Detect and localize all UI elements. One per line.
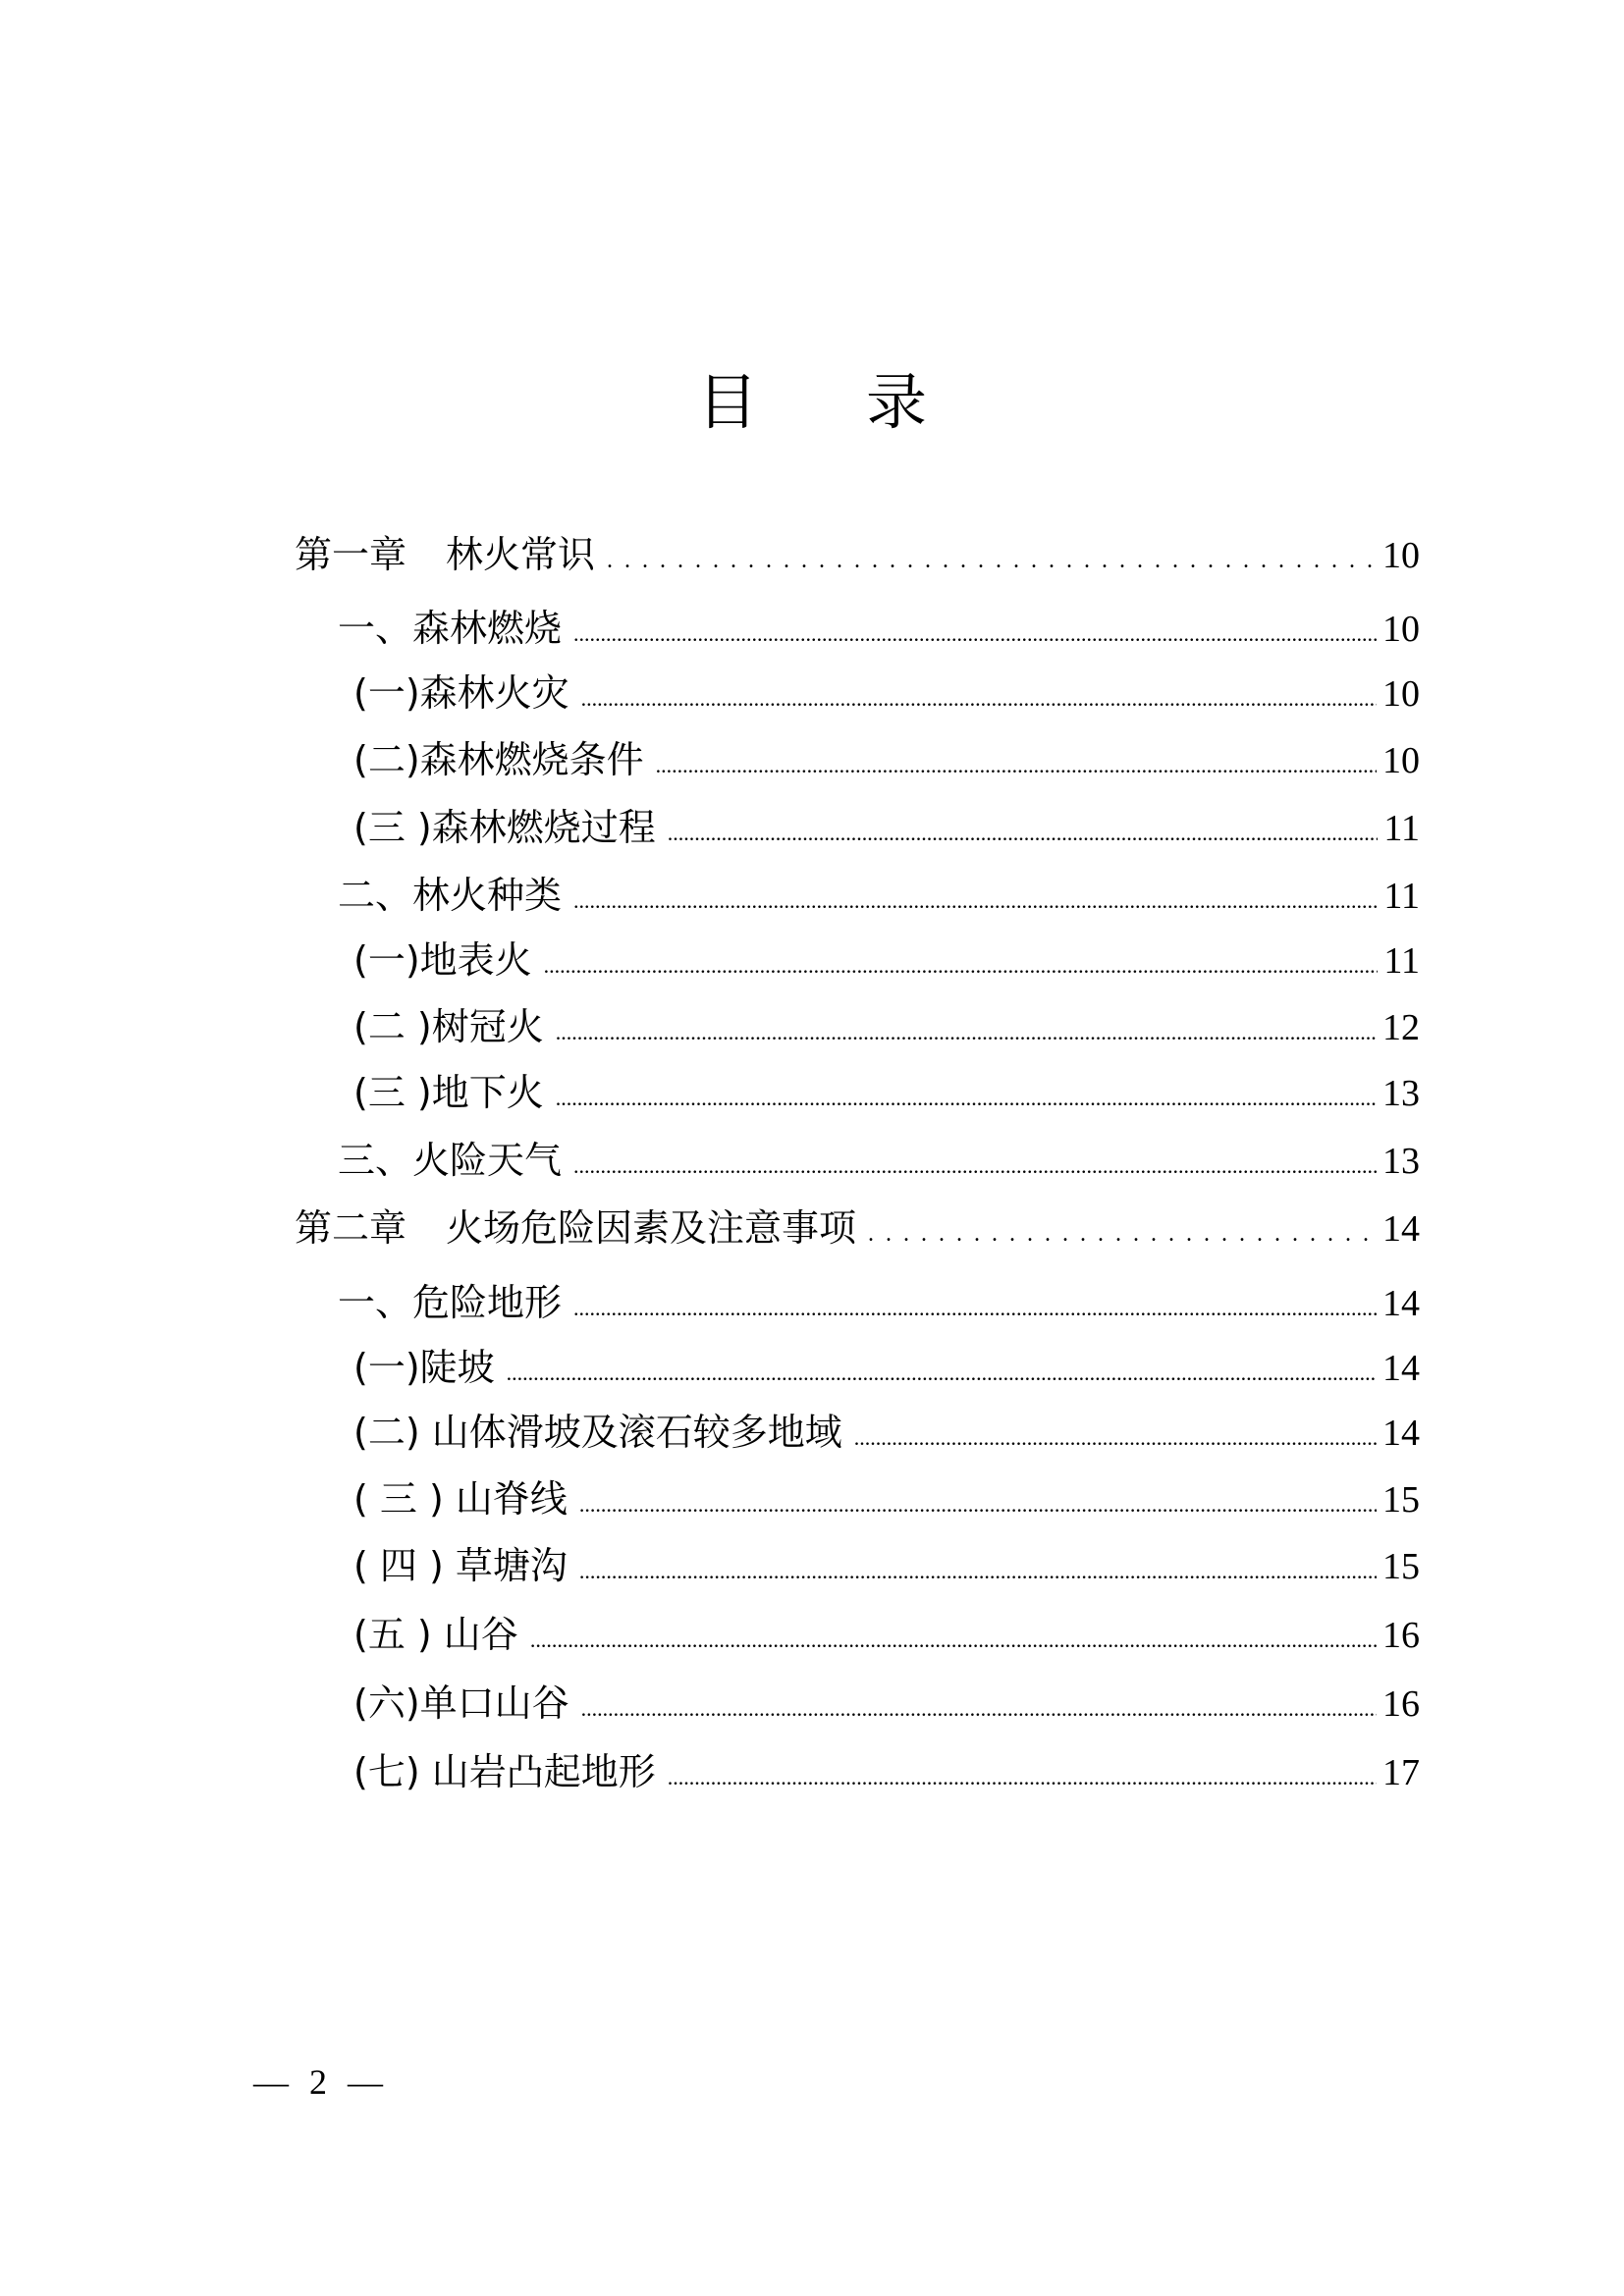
dot-leader <box>579 1480 1377 1529</box>
toc-entry-label: 二、林火种类 <box>338 874 563 917</box>
toc-subsection-2-1-2[interactable] <box>353 1408 1420 1457</box>
toc-subsection-2-1-5[interactable] <box>353 1610 1420 1659</box>
toc-page-number: 11 <box>1383 876 1420 917</box>
toc-entry-label: 林火常识 <box>446 533 596 576</box>
toc-chapter-number: 第一章 <box>295 533 407 576</box>
toc-page-number: 11 <box>1383 940 1420 982</box>
dot-leader <box>854 1414 1377 1463</box>
toc-subsection-2-1-6[interactable] <box>353 1679 1420 1728</box>
dot-leader <box>573 877 1378 926</box>
toc-entry-label: 一、森林燃烧 <box>338 607 563 650</box>
dot-leader <box>579 1547 1377 1596</box>
toc-entry-label: 一、危险地形 <box>338 1281 563 1324</box>
dot-leader <box>544 941 1379 990</box>
toc-entry-label: (一)地表火 <box>353 938 532 982</box>
toc-entry-label: ( 四 ) 草塘沟 <box>353 1544 568 1587</box>
toc-entry-label: (二 )树冠火 <box>353 1005 544 1048</box>
toc-entry-label: (三 )地下火 <box>353 1071 544 1114</box>
toc-subsection-2-1-3[interactable] <box>353 1474 1420 1523</box>
page-title-char-2: 录 <box>866 366 928 438</box>
dot-leader <box>556 1008 1377 1057</box>
toc-subsection-1-2-3[interactable] <box>353 1068 1420 1117</box>
dot-leader <box>581 1684 1377 1734</box>
dot-leader <box>556 1074 1377 1123</box>
dot-leader <box>530 1616 1377 1665</box>
dot-leader <box>868 1209 1377 1258</box>
toc-page-number: 10 <box>1382 673 1420 715</box>
toc-page-number: 14 <box>1382 1283 1420 1324</box>
toc-page-number: 13 <box>1382 1073 1420 1114</box>
toc-entry-label: 三、火险天气 <box>338 1139 563 1182</box>
dot-leader <box>581 674 1377 723</box>
toc-entry-label: (六)单口山谷 <box>353 1682 569 1725</box>
page-title-char-1: 目 <box>696 366 758 438</box>
toc-page-number: 13 <box>1382 1141 1420 1182</box>
toc-page-number: 15 <box>1382 1479 1420 1521</box>
toc-subsection-2-1-1[interactable] <box>353 1343 1420 1392</box>
toc-section-1-2[interactable] <box>338 871 1420 920</box>
dot-leader <box>573 1142 1377 1191</box>
dot-leader <box>573 610 1377 659</box>
toc-page-number: 11 <box>1383 808 1420 849</box>
toc-page-number: 16 <box>1382 1615 1420 1656</box>
toc-subsection-2-1-7[interactable] <box>353 1747 1420 1796</box>
toc-section-1-1[interactable] <box>338 604 1420 653</box>
dot-leader <box>668 809 1379 858</box>
page-footer-number: — 2 — <box>253 2062 389 2102</box>
toc-entry-label: ( 三 ) 山脊线 <box>353 1477 568 1521</box>
toc-section-2-1[interactable] <box>338 1278 1420 1327</box>
toc-page-number: 15 <box>1382 1546 1420 1587</box>
dot-leader <box>507 1349 1377 1398</box>
toc-entry-label: (七) 山岩凸起地形 <box>353 1750 656 1793</box>
toc-page-number: 12 <box>1382 1007 1420 1048</box>
toc-entry-label: (二)森林燃烧条件 <box>353 738 644 781</box>
toc-page-number: 14 <box>1382 1348 1420 1389</box>
toc-page-number: 14 <box>1382 1413 1420 1454</box>
toc-page-number: 14 <box>1382 1208 1420 1250</box>
toc-page-number: 10 <box>1382 535 1420 576</box>
dot-leader <box>573 1284 1377 1333</box>
toc-page-number: 10 <box>1382 609 1420 650</box>
toc-page-number: 17 <box>1382 1752 1420 1793</box>
toc-entry-label: 火场危险因素及注意事项 <box>446 1206 857 1250</box>
toc-entry-label: (五 ) 山谷 <box>353 1613 518 1656</box>
toc-chapter-2[interactable] <box>295 1203 1420 1253</box>
toc-page-number: 16 <box>1382 1683 1420 1725</box>
toc-chapter-number: 第二章 <box>295 1206 407 1250</box>
toc-subsection-1-1-3[interactable] <box>353 803 1420 852</box>
toc-subsection-1-2-1[interactable] <box>353 935 1420 985</box>
toc-entry-label: (一)陡坡 <box>353 1346 495 1389</box>
toc-chapter-1[interactable] <box>295 530 1420 579</box>
toc-page-number: 10 <box>1382 740 1420 781</box>
dot-leader <box>607 536 1377 585</box>
toc-subsection-1-2-2[interactable] <box>353 1002 1420 1051</box>
toc-entry-label: (二) 山体滑坡及滚石较多地域 <box>353 1411 842 1454</box>
toc-subsection-1-1-1[interactable] <box>353 668 1420 718</box>
toc-entry-label: (一)森林火灾 <box>353 671 569 715</box>
dot-leader <box>656 741 1377 790</box>
toc-subsection-1-1-2[interactable] <box>353 735 1420 784</box>
dot-leader <box>668 1753 1377 1802</box>
toc-section-1-3[interactable] <box>338 1136 1420 1185</box>
toc-subsection-2-1-4[interactable] <box>353 1541 1420 1590</box>
toc-entry-label: (三 )森林燃烧过程 <box>353 806 656 849</box>
